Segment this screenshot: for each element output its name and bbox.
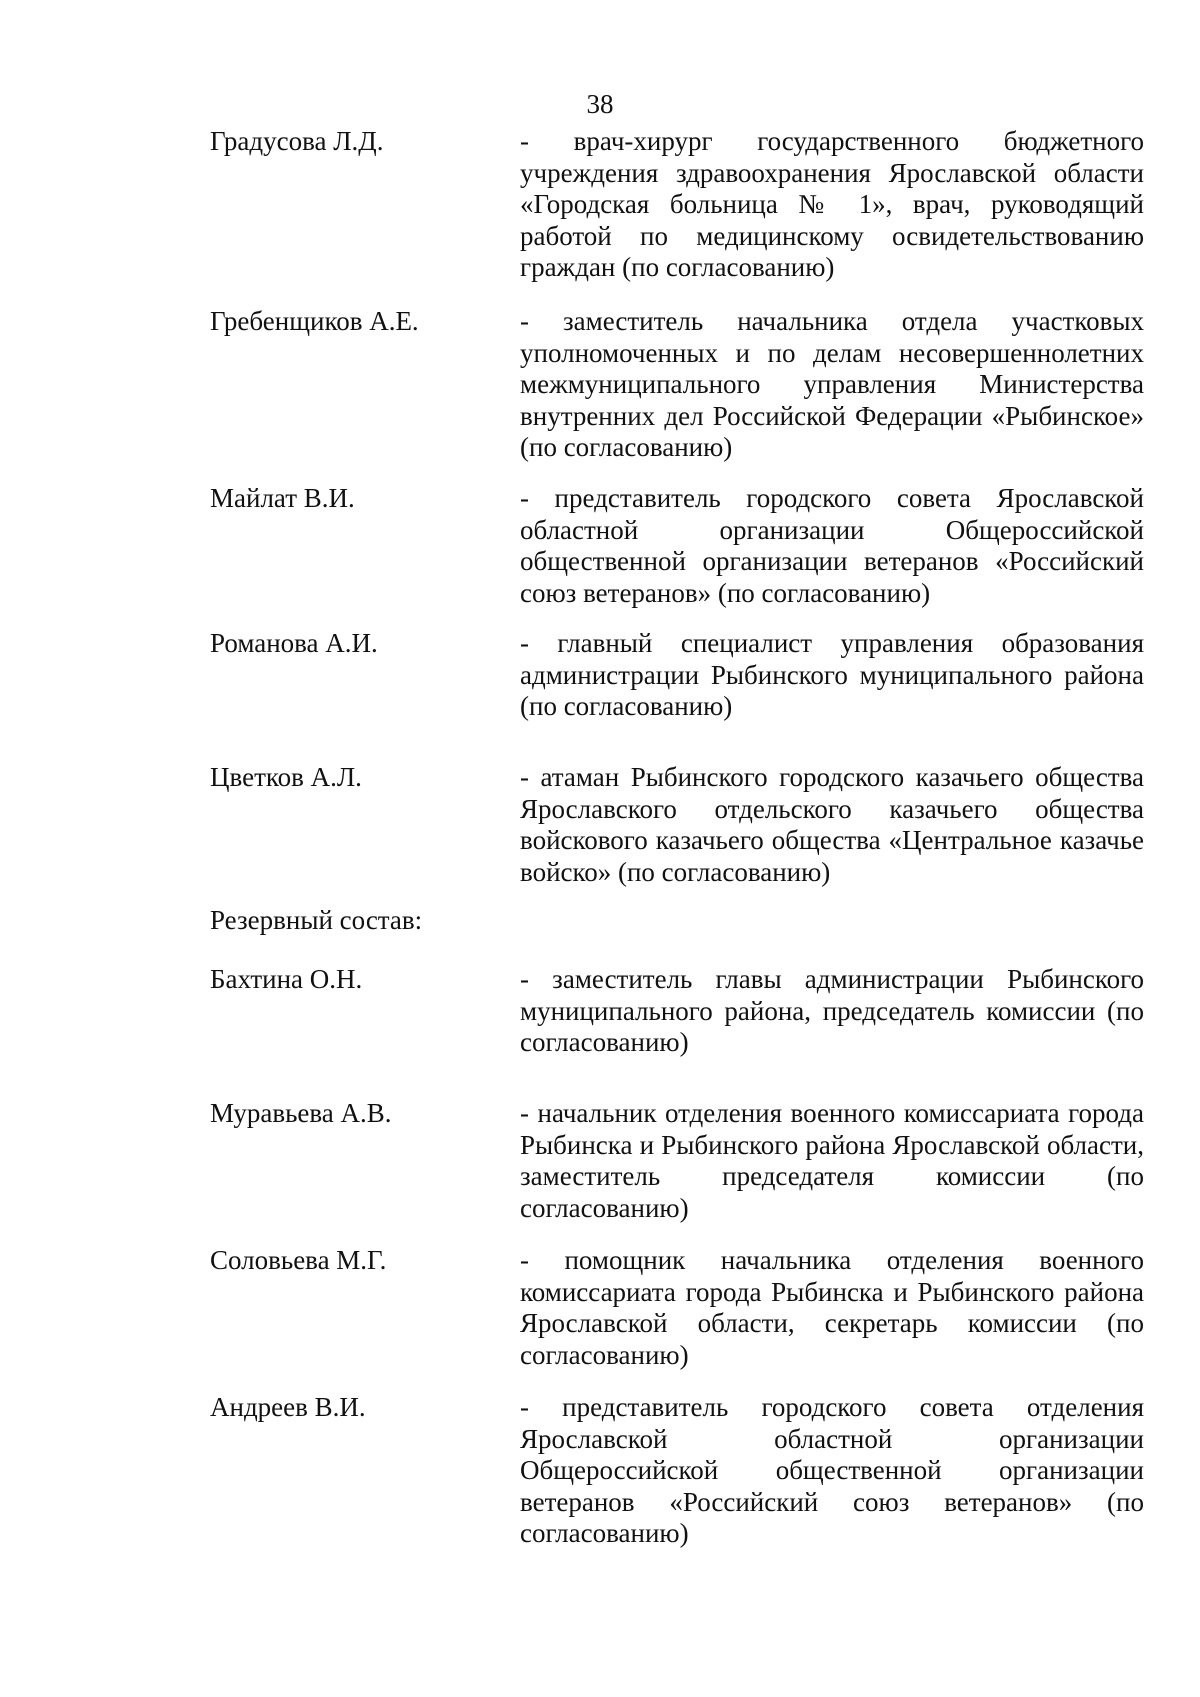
member-name: Муравьева А.В.	[210, 1098, 392, 1128]
member-name: Соловьева М.Г.	[210, 1245, 387, 1275]
member-role: - представитель городского совета Ярославской областной организации Общероссийской общественной организации ветеранов «Российский союз ветеранов» (по согласованию)	[520, 483, 1144, 608]
member-name: Градусова Л.Д.	[210, 126, 384, 156]
member-name: Цветков А.Л.	[210, 762, 362, 792]
page-number: 38	[586, 89, 614, 119]
member-role: - главный специалист управления образования администрации Рыбинского муниципального района (по согласованию)	[520, 628, 1144, 721]
reserve-heading: Резервный состав:	[210, 905, 423, 935]
member-role: - представитель городского совета отделения Ярославской областной организации Общероссийской общественной организации ветеранов «Российский союз ветеранов» (по согласованию)	[520, 1392, 1144, 1548]
member-name: Романова А.И.	[210, 628, 378, 658]
member-name: Гребенщиков А.Е.	[210, 306, 419, 336]
member-name: Майлат В.И.	[210, 483, 355, 513]
member-name: Андреев В.И.	[210, 1392, 366, 1422]
member-name: Бахтина О.Н.	[210, 964, 363, 994]
member-role: - помощник начальника отделения военного комиссариата города Рыбинска и Рыбинского района Ярославской области, секретарь комиссии (по согласованию)	[520, 1245, 1144, 1370]
member-role: - атаман Рыбинского городского казачьего общества Ярославского отдельского казачьего общества войскового казачьего общества «Центральное казачье войско» (по согласованию)	[520, 762, 1144, 887]
member-role: - врач-хирург государственного бюджетного учреждения здравоохранения Ярославской области «Городская больница № 1», врач, руководящий работой по медицинскому освидетельствованию граждан (по согласованию)	[520, 126, 1144, 282]
member-role: - заместитель начальника отдела участковых уполномоченных и по делам несовершеннолетних межмуниципального управления Министерства внутренних дел Российской Федерации «Рыбинское» (по согласованию)	[520, 306, 1144, 462]
member-role: - начальник отделения военного комиссариата города Рыбинска и Рыбинского района Ярославской области, заместитель председателя комиссии (по согласованию)	[520, 1098, 1144, 1223]
member-role: - заместитель главы администрации Рыбинского муниципального района, председатель комиссии (по согласованию)	[520, 964, 1144, 1057]
